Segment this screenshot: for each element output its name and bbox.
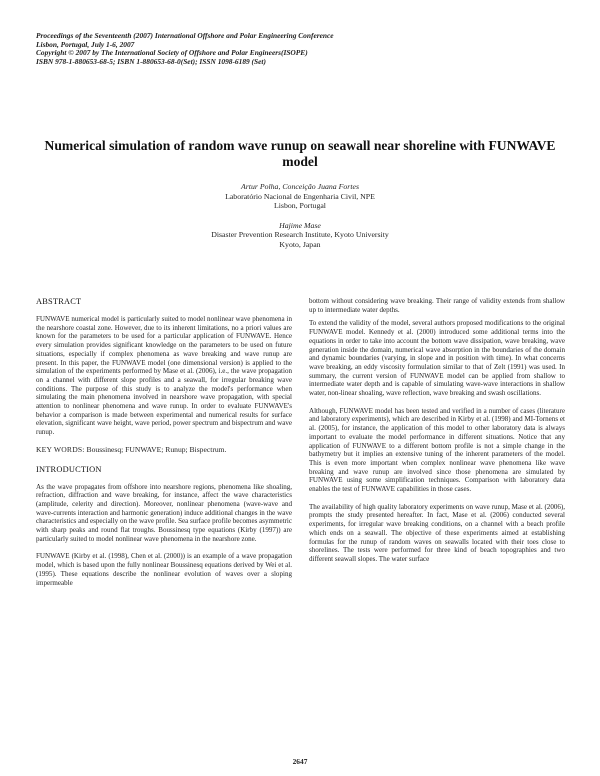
author-affiliation-2: Disaster Prevention Research Institute, Kyoto University [211,230,389,240]
keywords-text: Boussinesq; FUNWAVE; Runup; Bispectrum. [86,444,227,454]
keywords-label: KEY WORDS: [36,444,85,454]
right-paragraph-0: bottom without considering wave breaking. Their range of validity extends from shallow up to intermediate water depths. [309,297,565,314]
right-paragraph-1: To extend the validity of the model, several authors proposed modifications to the original FUNWAVE model. Kennedy et al. (2000) introduced some additional terms into the equations in order to take into account the bottom wave dissipation, wave breaking, wave generation inside the domain, numerical wave absorption in the boundaries of the domain and dynamic boundaries (varying, in slope and in position with time). In what concerns wave breaking, an eddy viscosity formulation similar to that of Zelt (1991) was used. In summary, the current version of FUNWAVE model can be applied from shallow to intermediate water depth and is capable of simulating wave-wave interactions in shallow water, non-linear shoaling, wave reflection, wave breaking and swash oscillations. [309,319,565,398]
author-location-2: Kyoto, Japan [279,239,321,249]
left-column [36,297,292,596]
author-location-1: Lisbon, Portugal [274,201,326,211]
proceedings-header [36,32,576,66]
author-names-1: Artur Polha, Conceição Juana Fortes [240,182,360,191]
author-affiliation-1: Laboratório Nacional de Engenharia Civil, NPE [225,191,375,201]
right-paragraph-2: Although, FUNWAVE model has been tested and verified in a number of cases (literature and laboratory experiments), which are described in Kirby et al. (1998) and MI-Tornens et al. (2005), for instance, the application of this model to other laboratory data is always important to evaluate the model performance in different situations. Notice that any application of FUNWAVE to a different bottom profile is not a simple change in the bathymetry but it implies an extensive tuning of the inherent parameters of the model. This is even more important when complex nonlinear wave phenomena like wave breaking and wave runup are involved since those phenomena are simulated by FUNWAVE using some simplification techniques. Comparison with laboratory data enables the test of FUNWAVE capabilities in those cases. [309,406,565,494]
paper-title: Numerical simulation of random wave runup on seawall near shoreline with FUNWAVE model [44,138,556,169]
header-location-line: Lisbon, Portugal, July 1-6, 2007 [36,39,135,49]
right-column [309,297,565,573]
right-paragraph-3: The availability of high quality laboratory experiments on wave runup, Mase et al. (2006), prompts the study presented hereafter. In fact, Mase et al. (2006) conducted several experiments, for irregular wave breaking conditions, on a channel with a beach profile which ends on a seawall. The objective of these experiments aimed at establishing formulas for the runup of random waves on seawalls located with their toes close to shorelines. The tests were performed for three kind of beach topographies and two different seawall slopes. The water surface [309,502,565,563]
header-isbn-line: ISBN 978-1-880653-68-5; ISBN 1-880653-68-0(Set); ISSN 1098-6189 (Set) [36,56,266,66]
introduction-paragraph-2: FUNWAVE (Kirby et al. (1998), Chen et al. (2000)) is an example of a wave propagation model, which is based upon the fully nonlinear Boussinesq equations derived by Wei et al. (1995). These equations describe the nonlinear evolution of waves over a sloping impermeable [36,552,292,587]
author-names-2: Hajime Mase [279,220,321,230]
header-conference-line: Proceedings of the Seventeenth (2007) International Offshore and Polar Engineering Conference [36,31,334,40]
introduction-heading: INTRODUCTION [36,464,102,474]
introduction-paragraph-1: As the wave propagates from offshore into nearshore regions, phenomena like shoaling, refraction, diffraction and wave breaking, for instance, affect the wave characteristics (amplitude, celerity and direction). Moreover, nonlinear phenomena (wave-wave and wave-currents interaction and harmonic generation) induce additional changes in the wave characteristics and especially on the wave profile. Sea surface profile becomes asymmetric with sharp peaks and round flat troughs. Boussinesq type equations (Kirby (1997)) are particularly suited to model nonlinear wave phenomena in the nearshore zone. [36,482,292,543]
page-number: 2647 [292,757,308,766]
abstract-text: FUNWAVE numerical model is particularly suited to model nonlinear wave phenomena in the nearshore coastal zone. However, due to its inherent limitations, no a priori values are known for the parameters to be used for a particular application of FUNWAVE. Hence every simulation provides significant knowledge on the parameters to be used on future situations, especially if complex phenomena as wave breaking and wave runup are present. In this paper, the FUNWAVE model (one dimensional version) is applied to the simulation of the experiments performed by Mase et al. (2006), i.e., the wave propagation on a channel with different slope profiles and a seawall, for irregular breaking wave conditions. The purpose of this study is to analyze the model's performance when simulating the main phenomena involved in nearshore wave propagation, with special attention to nonlinear phenomena and wave runup. In order to evaluate FUNWAVE's behavior a comparison is made between experimental and numerical results for surface elevation, significant wave height, wave period, power spectrum and bispectrum and wave runup. [36,315,292,437]
author-block [100,182,500,250]
header-copyright-line: Copyright © 2007 by The International Society of Offshore and Polar Engineers(ISOPE) [36,48,308,58]
abstract-heading: ABSTRACT [36,297,82,306]
keywords [36,446,292,455]
